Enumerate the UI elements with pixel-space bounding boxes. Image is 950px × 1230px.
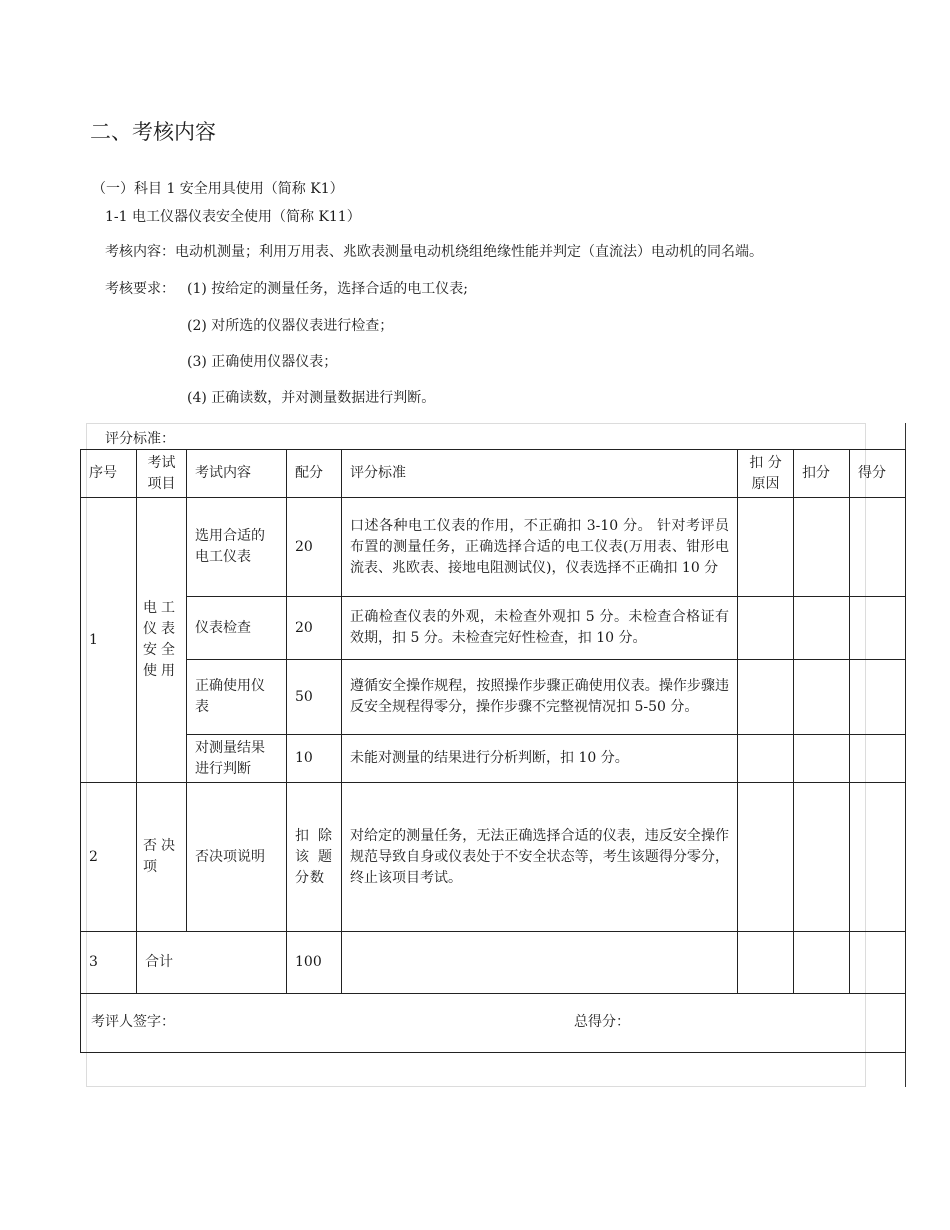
subsection-title: 1-1 电工仪器仪表安全使用（简称 K11）: [105, 209, 361, 225]
header-points: 配分: [287, 450, 342, 498]
header-deduct-reason: 扣 分 原因: [738, 450, 794, 498]
row3-no: 3: [81, 932, 137, 994]
row1-sub2-score: [850, 597, 906, 660]
signature-row: [81, 994, 906, 1053]
row1-sub4-reason: [738, 735, 794, 783]
row1-sub2-points: 20: [287, 597, 342, 660]
row2-deduct: [794, 783, 850, 932]
header-deduct: 扣分: [794, 450, 850, 498]
scoring-table: [80, 449, 906, 1053]
table-row: [81, 597, 906, 660]
row2-criteria: 对给定的测量任务，无法正确选择合适的仪表，违反安全操作规范导致自身或仪表处于不安全状态等，考生该题得分零分，终止该项目考试。: [342, 783, 738, 932]
table-row: [81, 783, 906, 932]
row1-sub1-score: [850, 498, 906, 597]
requirement-4: (4) 正确读数，并对测量数据进行判断。: [187, 390, 436, 406]
row1-sub3-content: 正确使用仪表: [187, 660, 287, 735]
requirement-2: (2) 对所选的仪器仪表进行检查；: [187, 318, 394, 334]
row3-points: 100: [287, 932, 342, 994]
header-criteria: 评分标准: [342, 450, 738, 498]
scoring-label: 评分标准：: [105, 431, 175, 447]
row2-score: [850, 783, 906, 932]
row1-sub1-content: 选用合适的电工仪表: [187, 498, 287, 597]
examiner-signature-label: 考评人签字：: [91, 1014, 175, 1030]
row2-no: 2: [81, 783, 137, 932]
row1-item: 电工仪表安全使用: [137, 498, 187, 783]
row1-sub2-deduct: [794, 597, 850, 660]
row1-sub4-content: 对测量结果进行判断: [187, 735, 287, 783]
row2-reason: [738, 783, 794, 932]
header-no: 序号: [81, 450, 137, 498]
row1-sub4-deduct: [794, 735, 850, 783]
row2-points: 扣 除该 题分数: [287, 783, 342, 932]
row1-sub1-deduct: [794, 498, 850, 597]
requirements-label: 考核要求：: [105, 281, 175, 297]
row1-sub2-reason: [738, 597, 794, 660]
table-row: [81, 498, 906, 597]
row1-sub3-reason: [738, 660, 794, 735]
header-item: 考试项目: [137, 450, 187, 498]
row1-no: 1: [81, 498, 137, 783]
row1-sub4-criteria: 未能对测量的结果进行分析判断，扣 10 分。: [342, 735, 738, 783]
row3-score: [850, 932, 906, 994]
row1-sub3-criteria: 遵循安全操作规程，按照操作步骤正确使用仪表。操作步骤违反安全规程得零分，操作步骤不完整视情况扣 5-50 分。: [342, 660, 738, 735]
row2-content: 否决项说明: [187, 783, 287, 932]
row1-sub3-score: [850, 660, 906, 735]
table-row: [81, 735, 906, 783]
row2-item: 否决项: [137, 783, 187, 932]
row1-sub2-content: 仪表检查: [187, 597, 287, 660]
row1-sub1-criteria: 口述各种电工仪表的作用，不正确扣 3-10 分。 针对考评员布置的测量任务，正确选择合适的电工仪表(万用表、钳形电流表、兆欧表、接地电阻测试仪)，仪表选择不正确扣 10 分: [342, 498, 738, 597]
header-row: [81, 450, 906, 498]
header-score: 得分: [850, 450, 906, 498]
requirement-3: (3) 正确使用仪器仪表；: [187, 354, 338, 370]
exam-content: 考核内容：电动机测量；利用万用表、兆欧表测量电动机绕组绝缘性能并判定（直流法）电动机的同名端。: [105, 244, 763, 260]
row1-sub1-reason: [738, 498, 794, 597]
section-title: （一）科目 1 安全用具使用（简称 K1）: [92, 181, 344, 197]
row1-sub4-score: [850, 735, 906, 783]
row3-criteria: [342, 932, 738, 994]
requirement-1: (1) 按给定的测量任务，选择合适的电工仪表;: [187, 281, 468, 297]
page-heading: 二、考核内容: [90, 120, 216, 144]
row1-sub1-points: 20: [287, 498, 342, 597]
row1-sub3-deduct: [794, 660, 850, 735]
row1-sub3-points: 50: [287, 660, 342, 735]
total-score-label: 总得分：: [574, 1014, 630, 1030]
row3-reason: [738, 932, 794, 994]
row1-sub2-criteria: 正确检查仪表的外观，未检查外观扣 5 分。未检查合格证有效期，扣 5 分。未检查完好性检查，扣 10 分。: [342, 597, 738, 660]
row3-deduct: [794, 932, 850, 994]
table-row: [81, 932, 906, 994]
row1-sub4-points: 10: [287, 735, 342, 783]
row3-item: 合计: [137, 932, 287, 994]
table-row: [81, 660, 906, 735]
header-content: 考试内容: [187, 450, 287, 498]
